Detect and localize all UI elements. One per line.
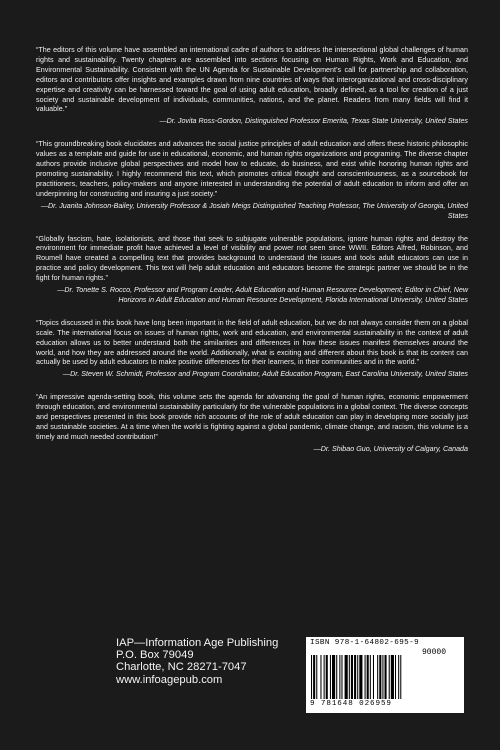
review-attribution: —Dr. Steven W. Schmidt, Professor and Program Coordinator, Adult Education Program, East Carolina University, United States [62, 370, 468, 379]
review-quote: “This groundbreaking book elucidates and advances the social justice principles of adult education and offers these historic philosophic values as a template and guide for use in educational, economic, and human rights organizations and programing. The diverse chapter authors provide inclusive global perspectives and model how to educate, do business, and exist while honoring human rights and promoting sustainability. I highly recommend this text, which promotes critical thought and conscientiousness, as a sourcebook for practitioners, teachers, policy-makers and anyone interested in understanding the potential of adult education to inform and offer an underpinning for constructing and insuring a just society.” [36, 140, 468, 198]
review-4 [36, 319, 468, 380]
review-3 [36, 235, 468, 306]
review-attribution: —Dr. Tonette S. Rocco, Professor and Program Leader, Adult Education and Human Resource Development; Editor in Chief, New Horizons in Adult Education and Human Resource Development, Florida International University, United States [57, 286, 468, 304]
publisher-name: IAP—Information Age Publishing [116, 637, 279, 649]
review-quote: “An impressive agenda-setting book, this volume sets the agenda for advancing the goal of human rights, economic empowerment through education, and environmental sustainability particularly for the vulnerable populations in a global context. The diverse concepts and perspectives presented in this book provide rich accounts of the role of adult education can play in developing more socially just and sustainable societies. At a time when the world is fighting against a global pandemic, climate change, and racism, this volume is a timely and much needed contribution!” [36, 393, 468, 441]
review-5 [36, 393, 468, 454]
review-quote: “The editors of this volume have assembled an international cadre of authors to address the intersectional global challenges of human rights and sustainability. Twenty chapters are assembled into sections focusing on Human Rights, Work and Education, and Environmental Sustainability. Consistent with the UN Agenda for Sustainable Development’s call for partnership and collaboration, editors and contributors offer insights and examples drawn from nine countries of ways that interorganizational and cross-disciplinary expertise and creativity can be harnessed toward the goal of using adult education, broadly defined, as a tool for creation of a just society and sustainable development of individuals, communities, nations, and the planet. Readers from many fields will find it valuable.” [36, 46, 468, 114]
isbn-label: ISBN 978-1-64802-695-9 [310, 639, 420, 647]
price-code: 90000 [422, 648, 447, 657]
reviews-section [36, 46, 468, 468]
review-attribution: —Dr. Jovita Ross-Gordon, Distinguished Professor Emerita, Texas State University, United States [159, 117, 468, 126]
publisher-info [116, 637, 278, 686]
publisher-po-box: P.O. Box 79049 [116, 649, 194, 662]
review-attribution: —Dr. Juanita Johnson-Bailey, University Professor & Josiah Meigs Distinguished Teaching Professor, The University of Georgia, United States [40, 201, 468, 220]
barcode-bars-icon [310, 655, 460, 699]
review-quote: “Globally fascism, hate, isolationists, and those that seek to subjugate vulnerable populations, ignore human rights and destroy the environment for immediate profit have achieved a level of visibility and power not seen since WWII. Editors Alfred, Robinson, and Roumell have created a compelling text that provides background to understand the issues and tools adult educators can use in practice and policy development. This text will help adult education and educators become the strategic partner we should be in the fight for human rights.” [36, 234, 468, 283]
publisher-website: www.infoagepub.com [116, 673, 223, 686]
review-2 [36, 140, 468, 221]
review-1 [36, 46, 468, 127]
publisher-city: Charlotte, NC 28271-7047 [116, 661, 247, 674]
review-quote: “Topics discussed in this book have long been important in the field of adult education, but we do not always consider them on a global scale. The international focus on issues of human rights, work and education, and environmental sustainability in the context of adult education allows us to better understand both the similarities and differences in how these issues manifest themselves around the world, and how they are addressed around the world. Additionally, what is exciting and different about this book is that its content can actually be used by adult educators to make positive differences for their learners, in their communities and in the world.” [36, 318, 468, 367]
review-attribution: —Dr. Shibao Guo, University of Calgary, Canada [313, 444, 468, 453]
ean-digits: 9 781648 026959 [310, 700, 392, 708]
isbn-barcode [306, 637, 464, 713]
